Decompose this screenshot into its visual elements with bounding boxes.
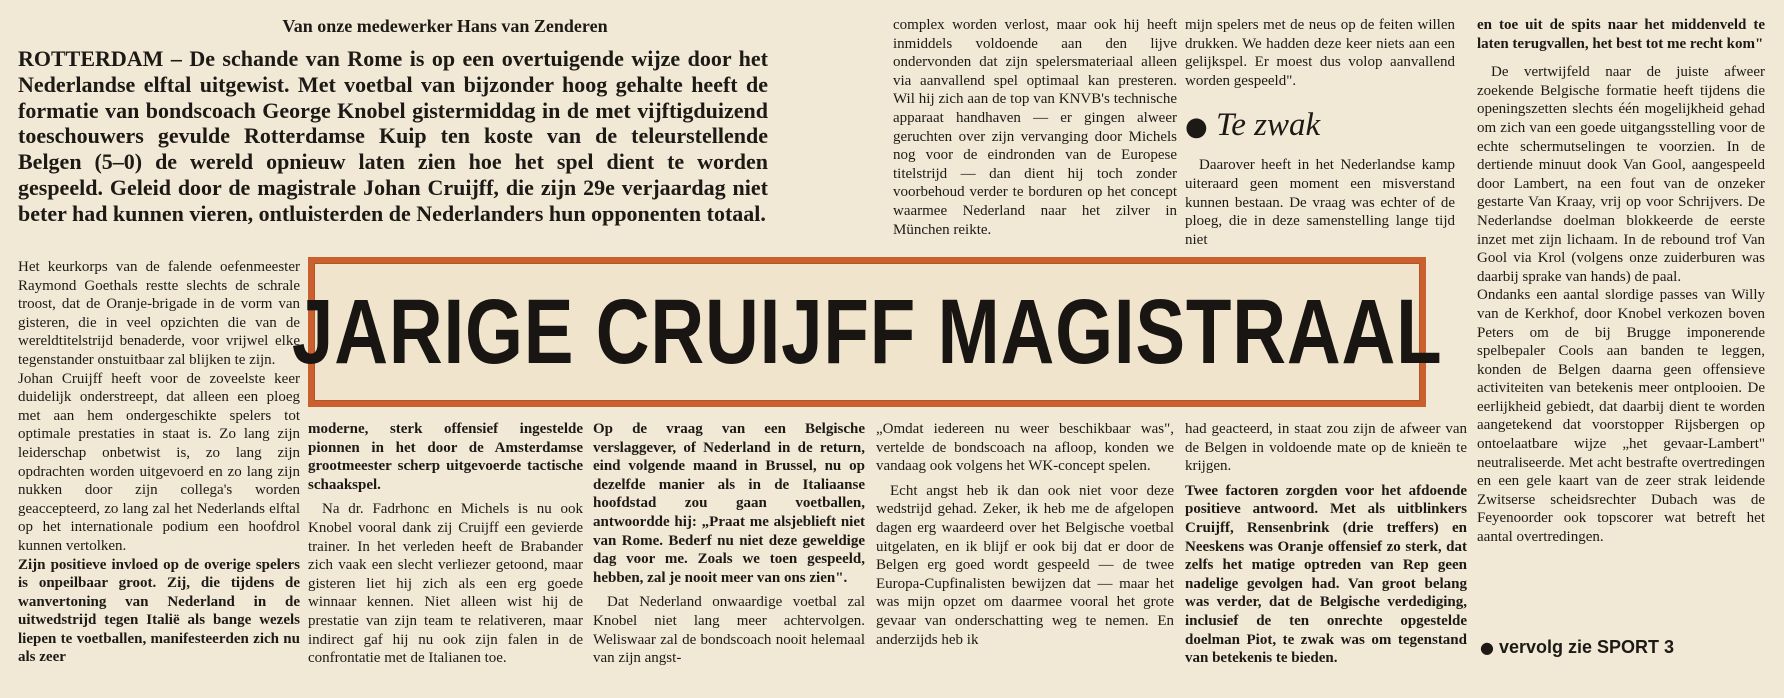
bottom-column-2 bbox=[593, 420, 865, 694]
top-column-1 bbox=[893, 16, 1177, 248]
continuation-text: vervolg zie SPORT 3 bbox=[1498, 637, 1675, 657]
bottom-column-4-text-b: Twee factoren zorgden voor het afdoende positieve antwoord. Met als uitblinkers Cruijff, Rensenbrink (drie treffers) en Neeskens was Oranje offensief zo sterk, dat zelfs het matige optreden van Rep geen nadelige gevolgen had. Van groot belang was verder, dat de Belgische verdediging, inclusief de ten onrechte opgestelde doelman Piot, te zwak was om tegenstand van betekenis te bieden. bbox=[1185, 482, 1467, 667]
left-column-text-a: Het keurkorps van de falende oefenmeester Raymond Goethals restte slechts de schrale troost, dat de Oranje-brigade in de vorm van gisteren, die in veel opzichten die van de wereldtitelstrijd benaderde, voor vrijwel elke tegenstander onstuitbaar zal blijken te zijn. bbox=[18, 259, 300, 368]
bottom-column-2-text-a: Op de vraag van een Belgische verslaggever, of Nederland in de return, eind volgende maand in Brussel, nu op dezelfde manier als in de Italiaanse hoofdstad zou gaan voetballen, antwoordde hij: „Praat me alsjeblieft niet van Rome. Bederf nu niet deze geweldige dag voor me. Zoals we toen gespeeld, hebben, zal je nooit meer van ons zien". bbox=[593, 421, 865, 586]
bottom-column-3 bbox=[876, 420, 1174, 694]
bottom-column-1-text-b: Na dr. Fadrhonc en Michels is nu ook Knobel vooral dank zij Cruijff een gevierde trainer. In het verleden heeft de Brabander zich vaak een slecht verliezer getoond, maar gisteren liet hij zich als een erg goede winnaar kennen. Niet alleen wist hij de prestatie van zijn team te relativeren, maar indirect gaf hij nu ook zijn falen in de confrontatie met de Italianen toe. bbox=[308, 501, 583, 667]
left-column-text-b: Johan Cruijff heeft voor de zoveelste keer duidelijk onderstreept, dat alleen een ploeg met aan hem ondergeschikte spelers tot optimale prestaties in staat is. Zo lang zijn leiderschap onbetwist is, zo lang zijn opdrachten worden uitgevoerd en zo lang zijn nukken door zijn collega's worden geaccepteerd, zo lang zal het Nederlands elftal op het internationale podium een hoofdrol kunnen vertolken. bbox=[18, 370, 300, 554]
bottom-column-2-text-b: Dat Nederland onwaardige voetbal zal Knobel niet lang meer achtervolgen. Weliswaar zal de bondscoach nooit helemaal van zijn angst- bbox=[593, 594, 865, 667]
top-column-2-text-b: Daarover heeft in het Nederlandse kamp uiteraard geen moment een misverstand kunnen bestaan. De vraag was echter of de ploeg, die in deze samenstelling lange tijd niet bbox=[1185, 157, 1455, 248]
bullet-icon: ● bbox=[1185, 112, 1208, 143]
right-column-text-a: en toe uit de spits naar het middenveld te laten terugvallen, het best tot me recht kom" bbox=[1477, 17, 1765, 52]
byline: Van onze medewerker Hans van Zenderen bbox=[282, 16, 608, 36]
continuation-reference bbox=[1480, 637, 1760, 658]
headline-banner bbox=[291, 257, 1443, 407]
left-column-text-c: Zijn positieve invloed op de overige spelers is onpeilbaar groot. Zij, die tijdens de wanvertoning van Nederland in de uitwedstrijd tegen Italië als bange wezels liepen te voetballen, manifesteerden zich nu als zeer bbox=[18, 556, 300, 666]
right-column-text-b: De vertwijfeld naar de juiste afweer zoekende Belgische formatie heeft tijdens die openingszetten slechts één mogelijkheid gehad om zich van een goede uitgangsstelling voor de echte schermutselingen te voorzien. In de dertiende minuut dook Van Gool, aangespeeld door Lambert, na een fout van de onzeker gestarte Van Kraay, vrij op voor Schrijvers. De Nederlandse doelman blokkeerde de eerste inzet met zijn lichaam. In de rebound trof Van Gool via Krol (volgens onze zuiderburen was daarbij sprake van hands) de paal. bbox=[1477, 64, 1765, 285]
left-column bbox=[18, 258, 300, 694]
headline-frame bbox=[291, 263, 1443, 401]
bullet-icon: ● bbox=[1480, 638, 1494, 657]
bottom-column-3-text-b: Echt angst heb ik dan ook niet voor deze wedstrijd gehad. Zeker, ik heb me de afgelopen dagen erg waardeerd over het Belgische voetbal uitgelaten, en ik blijf er ook bij dat er door de Belgen erg goed wordt gespeeld — de twee Europa-Cupfinalisten bewijzen dat — maar het was mijn opzet om daarmee vooral het grote gevaar van onderschatting weg te nemen. En anderzijds heb ik bbox=[876, 482, 1174, 648]
subhead-te-zwak bbox=[1185, 98, 1415, 152]
top-column-2-text-a: mijn spelers met de neus op de feiten willen drukken. We hadden deze keer niets aan een gelijkspel. Er moest dus volop aanvallend worden gespeeld". bbox=[1185, 17, 1455, 89]
lead-paragraph: ROTTERDAM – De schande van Rome is op een overtuigende wijze door het Nederlandse elftal uitgewist. Met voetbal van bijzonder hoog gehalte heeft de formatie van bondscoach George Knobel gistermiddag in de met vijftigduizend toeschouwers gevulde Rotterdamse Kuip ten koste van de teleurstellende Belgen (5–0) de wereld opnieuw laten zien hoe het spel dient te worden gespeeld. Geleid door de magistrale Johan Cruijff, die zijn 29e verjaardag niet beter had kunnen vieren, ontluisterden de Nederlanders hun opponenten totaal. bbox=[18, 46, 768, 226]
top-column-2 bbox=[1185, 16, 1455, 248]
right-column bbox=[1477, 16, 1765, 630]
bottom-column-3-text-a: „Omdat iedereen nu weer beschikbaar was", vertelde de bondscoach na afloop, konden we vandaag ook volgens het WK-concept spelen. bbox=[876, 421, 1174, 475]
right-column-text-c: Ondanks een aantal slordige passes van Willy van de Kerkhof, door Knobel verkozen boven Peters om de bij Brugge imponerende spelbepaler Cools aan banden te leggen, konden de Belgen daarna geen offensieve activiteiten van betekenis meer ontplooien. De eerlijkheid gebiedt, dat daarbij dient te worden aangetekend dat voorstopper Rijsbergen op ontoelaatbare wijze „het gevaar-Lambert" neutraliseerde. Met acht bestrafte overtredingen en een gele kaart van de zeer strak leidende Zwitserse scheidsrechter Dubach was de Feyenoorder ook topscorer wat betreft het aantal overtredingen. bbox=[1477, 287, 1765, 546]
bottom-column-1-text-a: moderne, sterk offensief ingestelde pionnen in het door de Amsterdamse grootmeester scherp uitgevoerde tactische schaakspel. bbox=[308, 421, 583, 493]
bottom-column-4-text-a: had geacteerd, in staat zou zijn de afweer van de Belgen in voldoende mate op de knieën te krijgen. bbox=[1185, 421, 1467, 475]
bottom-column-4 bbox=[1185, 420, 1467, 694]
subhead-text: Te zwak bbox=[1215, 107, 1321, 144]
headline: JARIGE CRUIJFF MAGISTRAAL bbox=[291, 281, 1443, 383]
top-column-1-text: complex worden verlost, maar ook hij heeft inmiddels voldoende aan den lijve ondervonden dat zijn spelersmateriaal alleen via aanvallend spel optimaal kan presteren. Wil hij zich aan de top van KNVB's technische apparaat handhaven — er gingen alweer geruchten over zijn vervanging door Michels nog voor de eindronden van de Europese titelstrijd — dan dient hij toch zonder voorbehoud verder te borduren op het concept waarmee Nederland naar het zilver in München reikte. bbox=[893, 17, 1177, 238]
bottom-column-1 bbox=[308, 420, 583, 694]
